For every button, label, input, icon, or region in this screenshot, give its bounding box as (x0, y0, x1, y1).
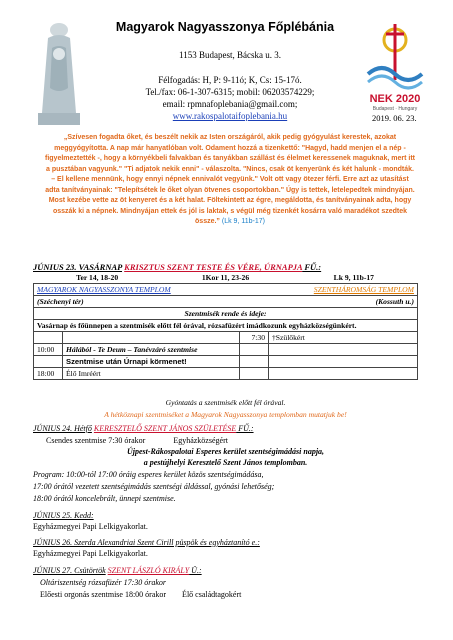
church-left-name: MAGYAROK NAGYASSZONYA TEMPLOM (34, 284, 240, 296)
nek-logo-text: NEK 2020 (369, 93, 421, 105)
church-left-square: (Széchenyi tér) (34, 296, 240, 308)
email-address: email: rpmnafoplebania@gmail.com; (162, 99, 298, 109)
thursday-heading: JÚNIUS 27. Csütörtök SZENT LÁSZLÓ KIRÁLY Ü.: (33, 566, 202, 575)
bulletin-date: 2019. 06. 23. (372, 113, 417, 123)
wednesday-line: Egyházmegyei Papi Lelkigyakorlat. (33, 549, 148, 558)
sunday-feast: KRISZTUS SZENT TESTE ÉS VÉRE, ÚRNAPJA (124, 262, 303, 272)
table-row (34, 356, 418, 368)
weekday-mass-note: A hétköznapi szentmiséket a Magyarok Nagyasszonya templomban mutatjuk be! (104, 410, 347, 419)
sunday-heading (33, 262, 321, 272)
gospel-quote-reference: (Lk 9, 11b-17) (221, 218, 265, 225)
gospel-quote-text: „Szívesen fogadta őket, és beszélt nekik az Isten országáról, akik pedig gyógyulást kerestek, azokat meggyógyította. A nap már hanyatlóban volt. Odament hozzá a tizenkettő: "Hagyd, hadd menjen el a nép - figyelmeztették -, hogy a környékbeli falvakban és tanyákban szállást és élelmet keressenek maguknak, mert itt a pusztában vagyunk." "Ti adjatok nekik enni" - válaszolta. "Nincs, csak öt kenyerünk és két halunk - mondták. – El kellene mennünk, hogy ennyi népnek ennivalót vegyünk." Volt ott vagy ötezer férfi. Erre azt az utasítást adta tanítványainak: "Telepítsétek le őket olyan ötvenes csoportokban." Úgy is tettek, letelepedtek mindnyájan. Most kezébe vette az öt kenyeret és a két halat. Föltekintett az égre, megáldotta, és tanítványainak adta, hogy osszák ki a népnek. Mindnyájan ettek és jól is laktak, s végül még tizenkét kosárra való maradékot szedtek össze.” (45, 134, 415, 225)
row-intention: †Szülőkért (269, 332, 418, 344)
tuesday-line: Egyházmegyei Papi Lelkigyakorlat. (33, 522, 148, 531)
rosary-note: Vasárnap és főünnepen a szentmisék előtt fél órával, rózsafüzért imádkozunk egyházközségünkért. (34, 320, 418, 332)
table-row (34, 332, 418, 344)
thursday-feast: SZENT LÁSZLÓ KIRÁLY (107, 566, 190, 575)
mass-schedule-table (33, 283, 418, 380)
phone-numbers: Tel./fax: 06-1-307-6315; mobil: 06203574229; (145, 87, 315, 97)
parish-address: 1153 Budapest, Bácska u. 3. (179, 50, 281, 60)
thursday-mass: Előesti orgonás szentmise 18:00 órakor Élő családtagokért (40, 590, 242, 599)
madonna-statue-logo (28, 18, 90, 128)
monday-heading: JÚNIUS 24. Hétfő KERESZTELŐ SZENT JÁNOS SZÜLETÉSE FŰ.: (33, 424, 254, 433)
monday-program-2: 17:00 órától vezetett szentségimádás szentségi áldással, gyónási lehetőség; (33, 482, 275, 491)
row-time: 10:00 (34, 344, 63, 356)
gospel-quote (44, 133, 416, 228)
reading-1: Ter 14, 18-20 (76, 273, 119, 282)
monday-program-1: Program: 10:00-tól 17:00 óráig esperes kerület közös szentségimádása, (33, 470, 264, 479)
procession-note: Szentmise után Úrnapi körmenet! (63, 356, 240, 368)
row-time: 7:30 (240, 332, 269, 344)
wednesday-heading: JÚNIUS 26. Szerda Alexandriai Szent Cirill püspök és egyháztanító e.: (33, 538, 260, 547)
confession-note: Gyóntatás a szentmisék előtt fél órával. (165, 398, 286, 407)
row-time: 18:00 (34, 368, 63, 380)
reading-2: 1Kor 11, 23-26 (201, 273, 250, 282)
table-row (34, 368, 418, 380)
monday-adoration-place: a pestújhelyi Keresztelő Szent János templomban. (143, 458, 308, 467)
nek-logo-subtext: Budapest · Hungary (372, 106, 418, 112)
row-intention: Élő Imréért (63, 368, 240, 380)
tuesday-heading: JÚNIUS 25. Kedd: (33, 511, 94, 520)
monday-feast: KERESZTELŐ SZENT JÁNOS SZÜLETÉSE (93, 424, 237, 433)
monday-mass: Csendes szentmise 7:30 órakor Egyházközségért (46, 436, 228, 445)
monday-adoration-title: Újpest-Rákospalotai Esperes kerület szentségimádási napja, (126, 447, 325, 456)
monday-program-3: 18:00 órától koncelebrált, ünnepi szentmise. (33, 494, 176, 503)
thursday-rosary: Oltáriszentség rózsafüzér 17:30 órakor (40, 578, 167, 587)
website-link[interactable]: www.rakospalotaifoplebania.hu (172, 111, 288, 121)
sunday-suffix: FŰ.: (302, 262, 322, 272)
church-right-square: (Kossuth u.) (240, 296, 418, 308)
row-intention: Hálából - Te Deum – Tanévzáró szentmise (63, 344, 240, 356)
office-hours: Félfogadás: H, P: 9-11ó; K, Cs: 15-17ó. (158, 75, 302, 85)
mass-order-heading: Szentmisék rende és ideje: (34, 308, 418, 320)
sunday-date: JÚNIUS 23. VASÁRNAP (33, 262, 123, 272)
readings-row (33, 273, 418, 282)
reading-3: Lk 9, 11b-17 (333, 273, 374, 282)
church-right-name: SZENTHÁROMSÁG TEMPLOM (240, 284, 418, 296)
table-row (34, 344, 418, 356)
parish-title: Magyarok Nagyasszonya Főplébánia (115, 20, 335, 34)
